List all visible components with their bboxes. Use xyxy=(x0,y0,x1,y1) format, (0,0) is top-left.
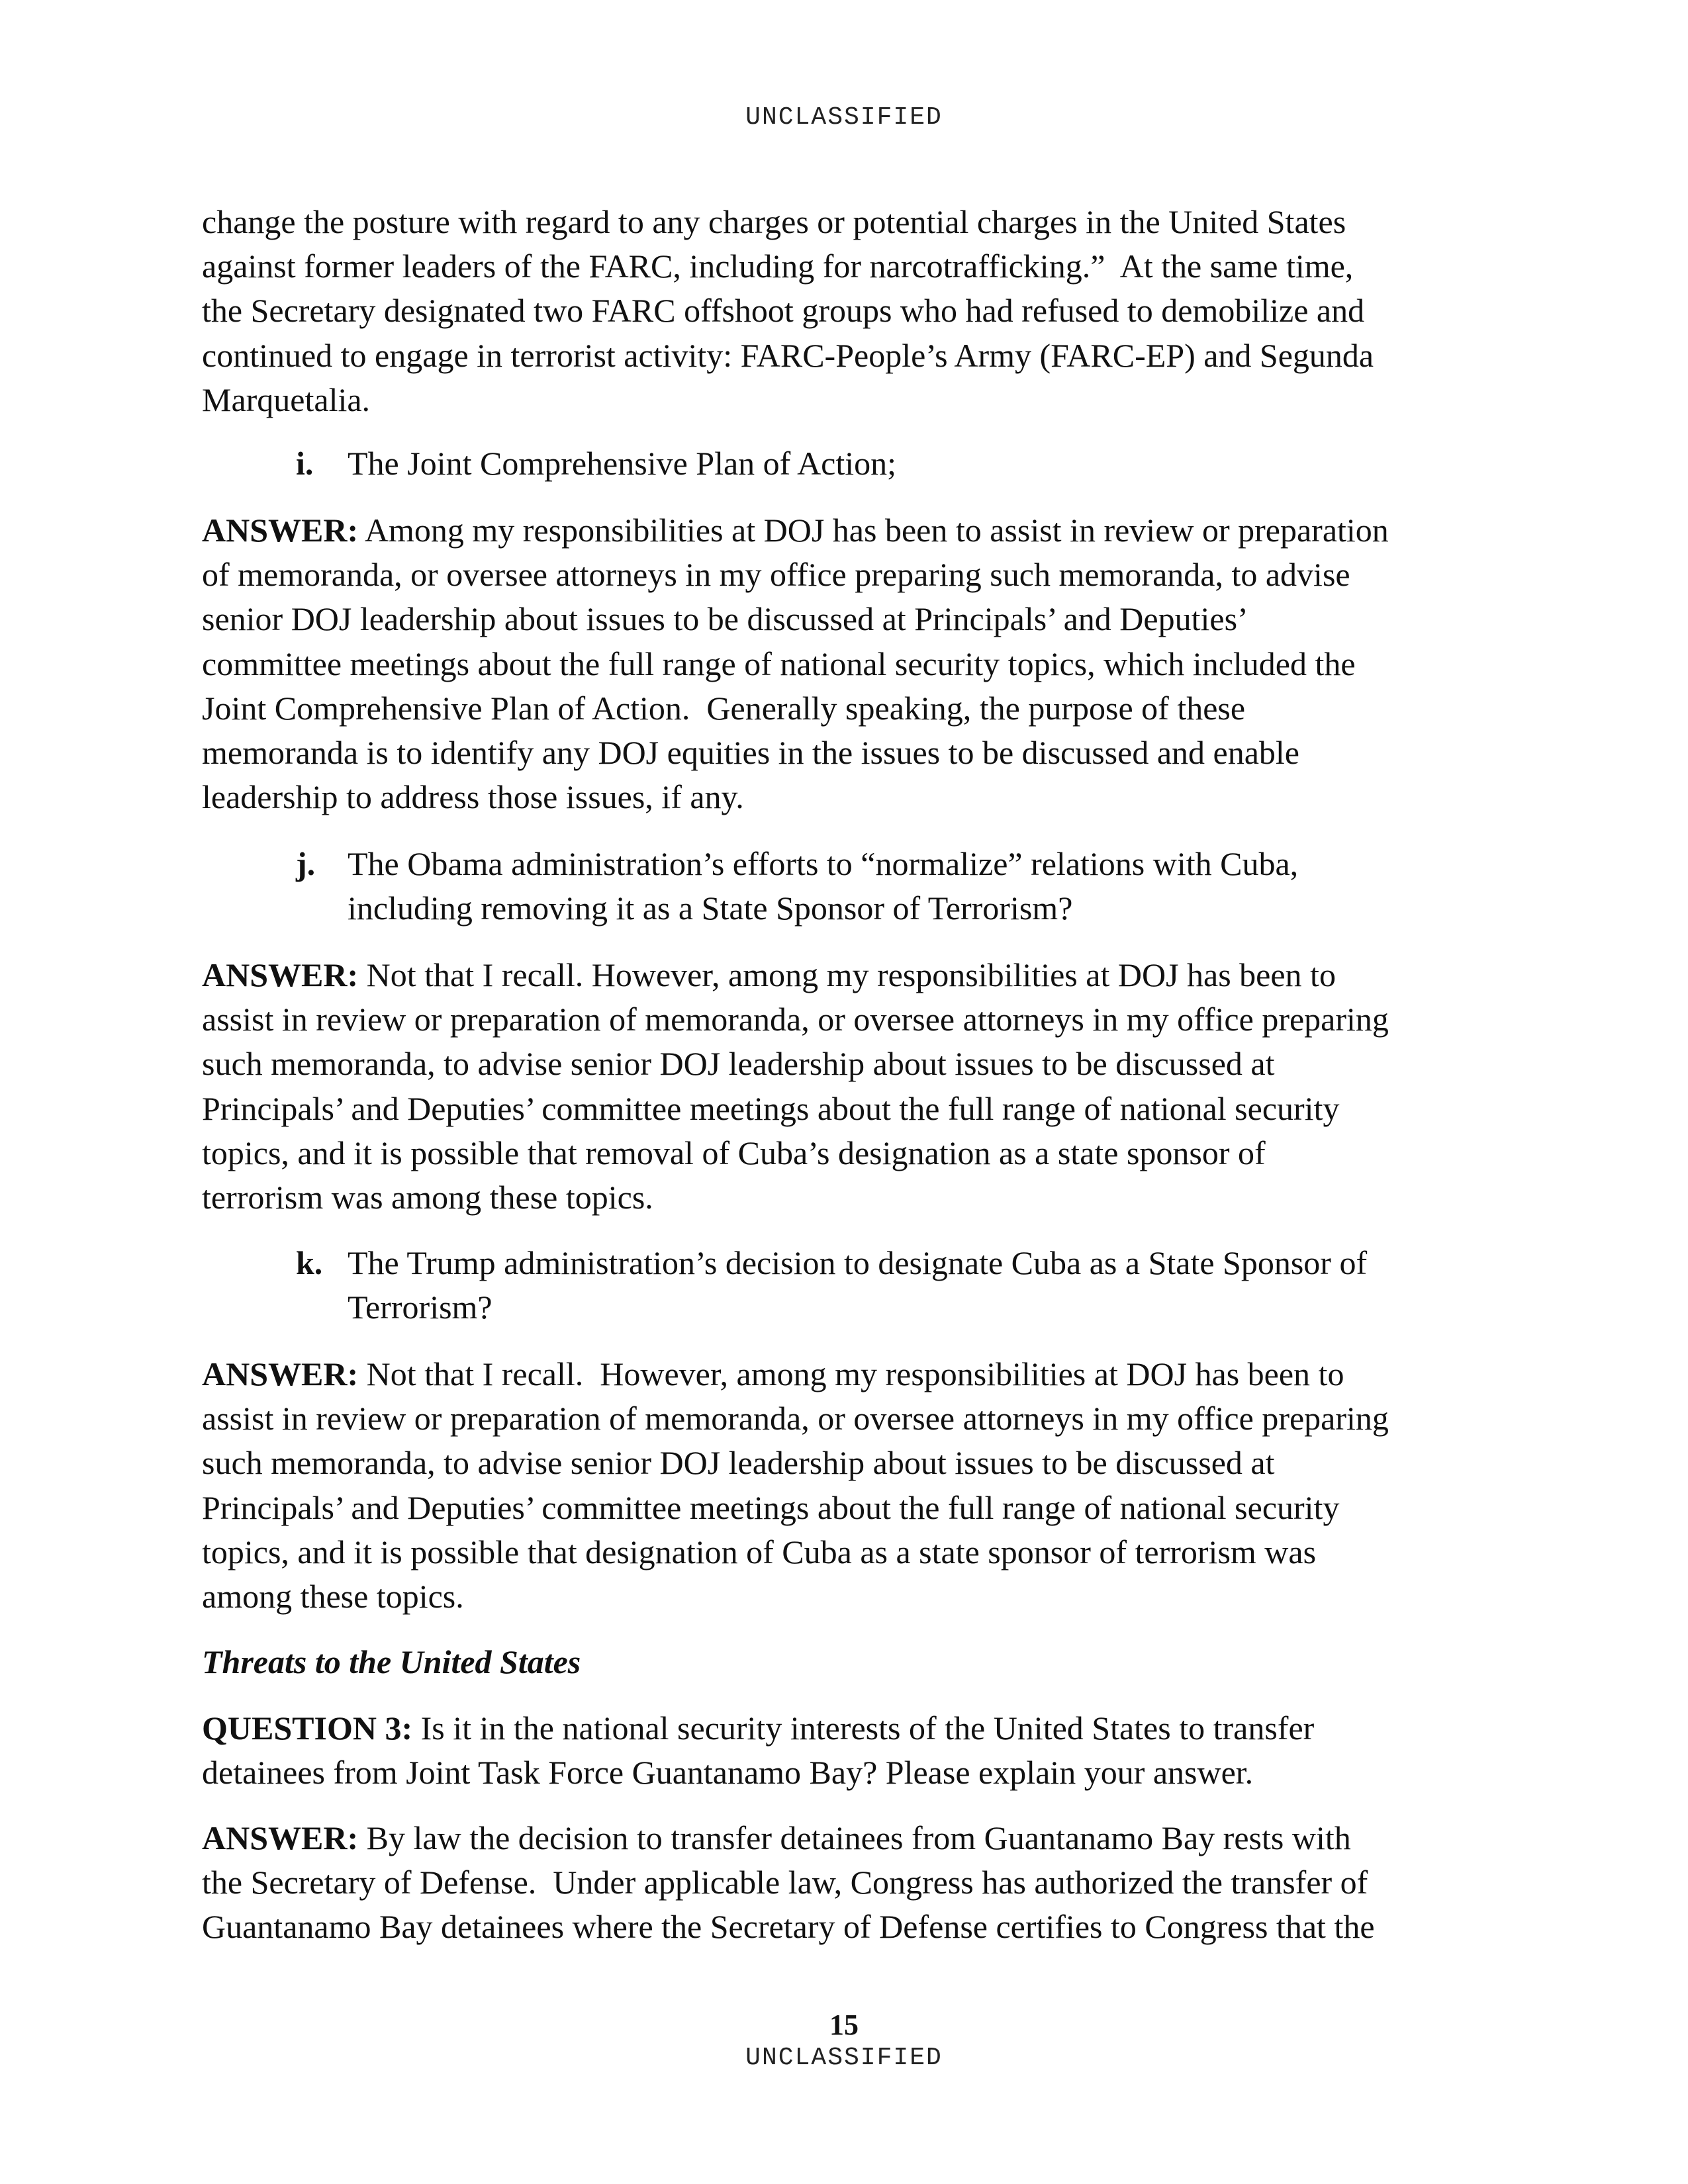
bold-label: QUESTION 3: xyxy=(202,1709,413,1747)
text-line: memoranda is to identify any DOJ equities in the issues to be discussed and enable xyxy=(202,734,1299,772)
text-line: k. The Trump administration’s decision to designate Cuba as a State Sponsor of xyxy=(296,1241,1367,1285)
text-line: the Secretary designated two FARC offshoot groups who had refused to demobilize and xyxy=(202,292,1365,330)
text-line: QUESTION 3: Is it in the national security interests of the United States to transfer xyxy=(202,1709,1315,1747)
footer-classification: UNCLASSIFIED xyxy=(745,2044,943,2072)
text-line: senior DOJ leadership about issues to be discussed at Principals’ and Deputies’ xyxy=(202,600,1248,638)
item-marker: i. xyxy=(296,445,314,482)
text-line: topics, and it is possible that designation of Cuba as a state sponsor of terrorism was xyxy=(202,1533,1317,1570)
question-paragraph xyxy=(202,1706,1314,1795)
text-line: Joint Comprehensive Plan of Action. Generally speaking, the purpose of these xyxy=(202,689,1246,727)
text-line: ANSWER: Not that I recall. However, among my responsibilities at DOJ has been to xyxy=(202,1355,1344,1392)
text-line: Marquetalia. xyxy=(202,381,371,418)
text-line: of memoranda, or oversee attorneys in my office preparing such memoranda, to advise xyxy=(202,556,1350,594)
paragraph xyxy=(202,200,1374,422)
text-line: against former leaders of the FARC, including for narcotrafficking.” At the same time, xyxy=(202,248,1354,285)
text-line: leadership to address those issues, if any. xyxy=(202,778,744,816)
text-line: ANSWER: Among my responsibilities at DOJ has been to assist in review or preparation xyxy=(202,512,1389,549)
question-item xyxy=(296,1241,1367,1330)
text-line: detainees from Joint Task Force Guantanamo Bay? Please explain your answer. xyxy=(202,1754,1254,1792)
text-line: Guantanamo Bay detainees where the Secretary of Defense certifies to Congress that the xyxy=(202,1908,1375,1946)
text-line: such memoranda, to advise senior DOJ leadership about issues to be discussed at xyxy=(202,1444,1275,1482)
text-line: assist in review or preparation of memoranda, or oversee attorneys in my office preparing xyxy=(202,1001,1389,1038)
text-line: topics, and it is possible that removal of Cuba’s designation as a state sponsor of xyxy=(202,1134,1266,1171)
section-heading xyxy=(202,1640,581,1684)
text-line: the Secretary of Defense. Under applicable law, Congress has authorized the transfer of xyxy=(202,1864,1368,1901)
text-line: Principals’ and Deputies’ committee meetings about the full range of national security xyxy=(202,1089,1340,1127)
text-line: j. The Obama administration’s efforts to “normalize” relations with Cuba, xyxy=(296,842,1298,886)
text-line: ANSWER: By law the decision to transfer detainees from Guantanamo Bay rests with xyxy=(202,1819,1351,1856)
answer-paragraph xyxy=(202,1352,1389,1619)
bold-label: ANSWER: xyxy=(202,1819,359,1856)
question-item xyxy=(296,842,1298,931)
bold-label: ANSWER: xyxy=(202,956,359,993)
text-line: Terrorism? xyxy=(348,1289,492,1326)
text-line: change the posture with regard to any charges or potential charges in the United States xyxy=(202,203,1346,240)
text-line: ANSWER: Not that I recall. However, among my responsibilities at DOJ has been to xyxy=(202,956,1336,993)
text-line: Threats to the United States xyxy=(202,1643,581,1680)
answer-paragraph xyxy=(202,1816,1375,1950)
answer-paragraph xyxy=(202,508,1389,819)
text-line: committee meetings about the full range of national security topics, which included the xyxy=(202,645,1356,682)
header-classification: UNCLASSIFIED xyxy=(745,103,943,132)
text-line: continued to engage in terrorist activity: FARC-People’s Army (FARC-EP) and Segunda xyxy=(202,336,1374,374)
text-line: including removing it as a State Sponsor of Terrorism? xyxy=(348,889,1073,927)
bold-label: ANSWER: xyxy=(202,512,359,549)
text-line: terrorism was among these topics. xyxy=(202,1179,653,1216)
text-line: i. The Joint Comprehensive Plan of Action; xyxy=(296,441,896,486)
text-line: Principals’ and Deputies’ committee meetings about the full range of national security xyxy=(202,1488,1340,1526)
item-marker: k. xyxy=(296,1244,323,1281)
text-line: such memoranda, to advise senior DOJ leadership about issues to be discussed at xyxy=(202,1045,1275,1083)
bold-label: ANSWER: xyxy=(202,1355,359,1392)
answer-paragraph xyxy=(202,953,1389,1220)
text-line: assist in review or preparation of memoranda, or oversee attorneys in my office preparing xyxy=(202,1400,1389,1437)
item-marker: j. xyxy=(296,845,316,882)
question-item xyxy=(296,441,896,486)
page-number: 15 xyxy=(829,2009,859,2041)
text-line: among these topics. xyxy=(202,1578,464,1615)
